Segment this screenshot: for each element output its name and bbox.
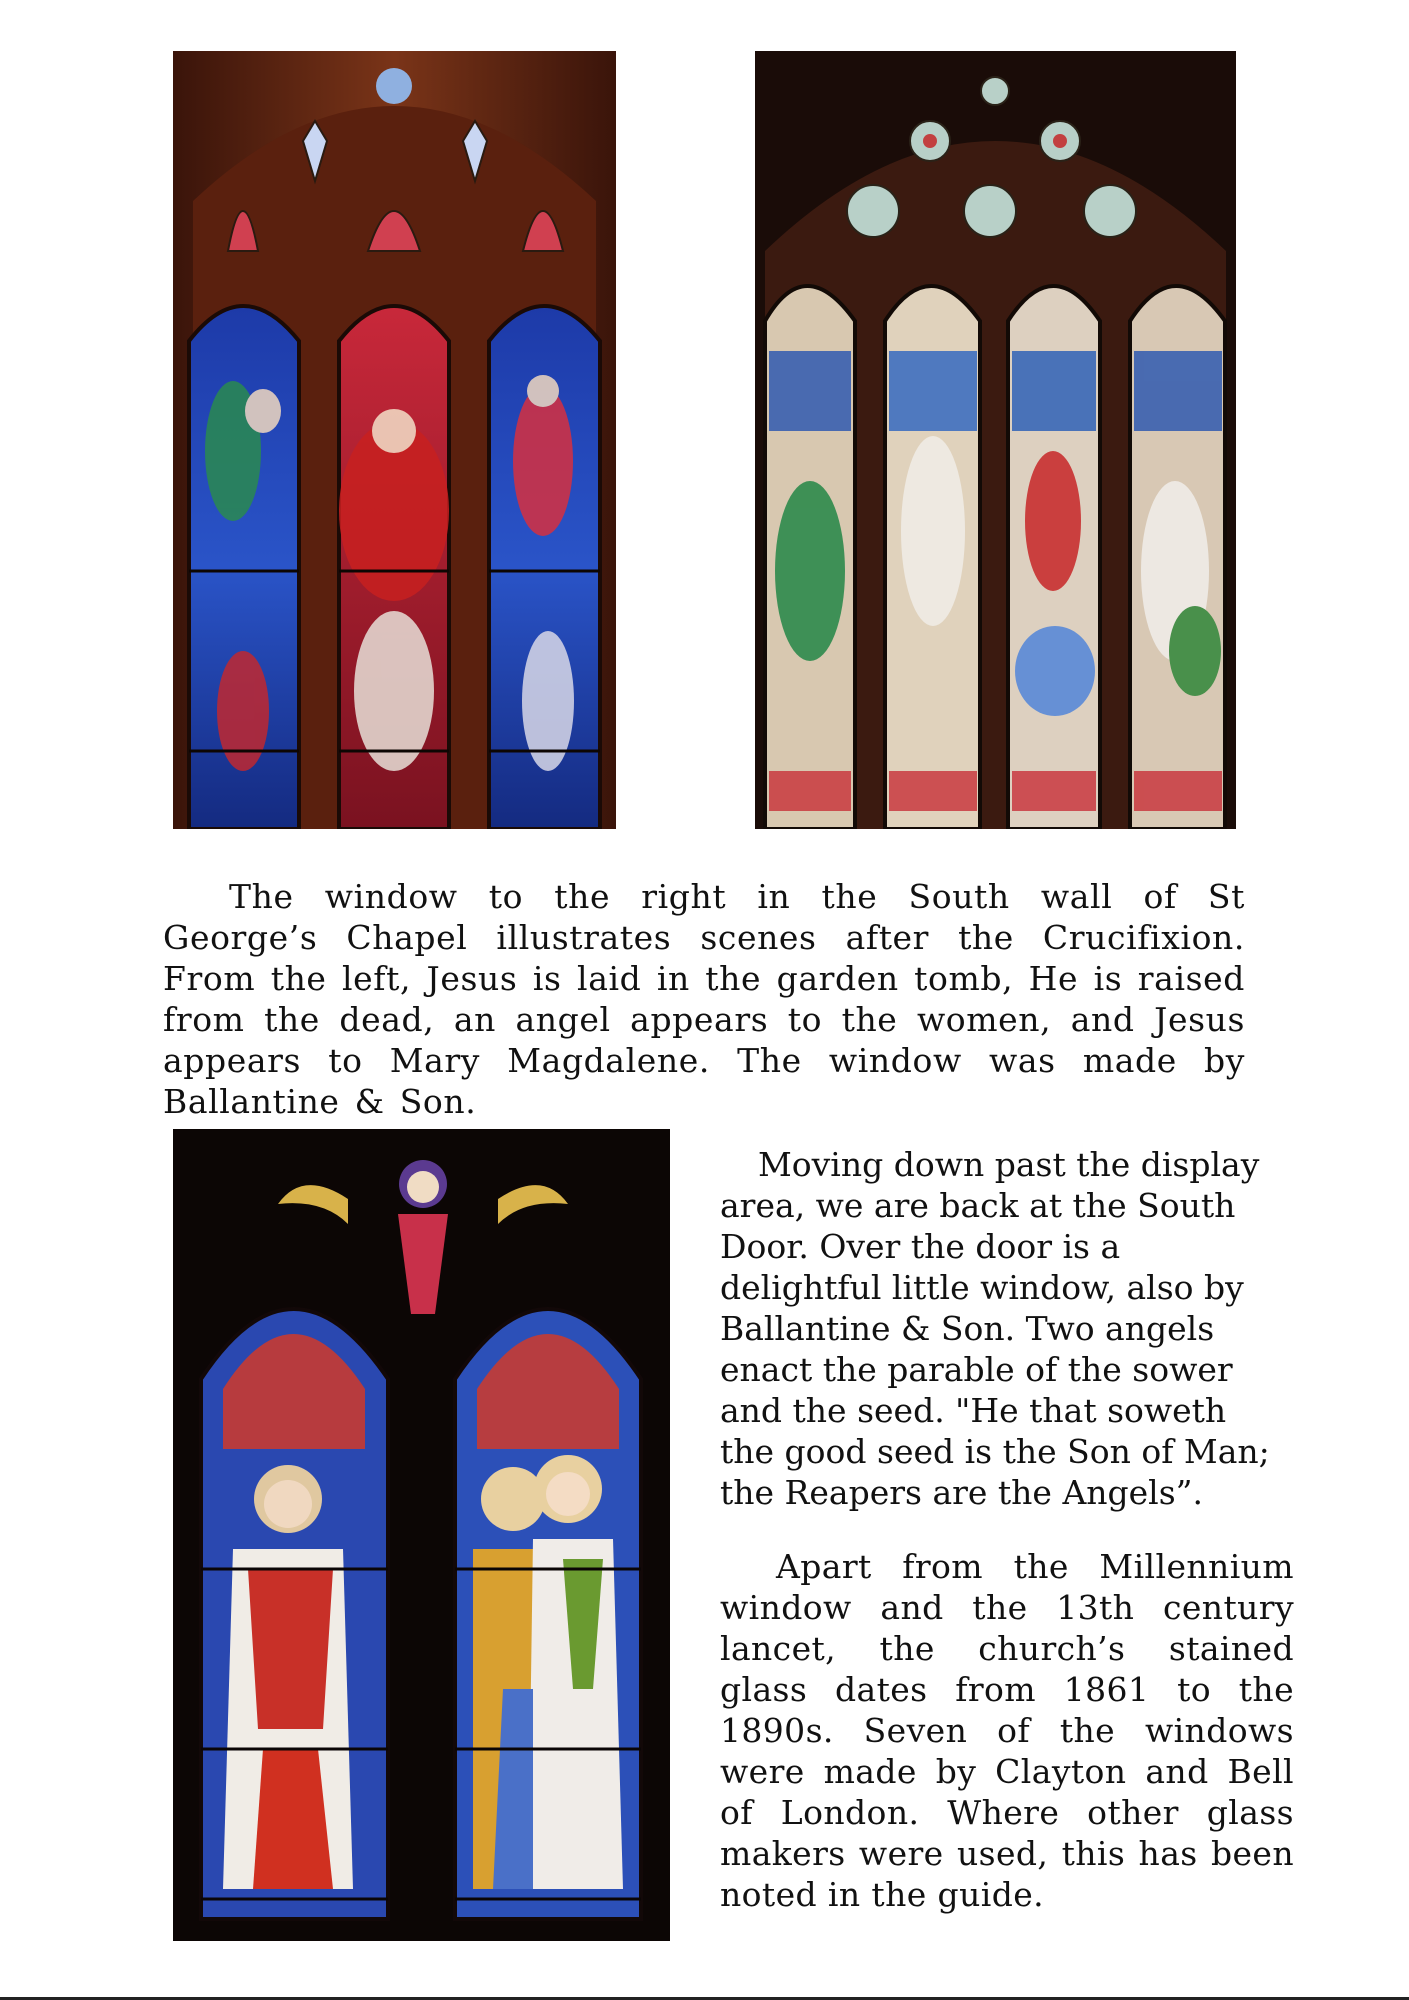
stained-glass-window-icon — [755, 51, 1236, 829]
photo-four-light-window — [755, 51, 1236, 829]
paragraph-south-door-window: Moving down past the display area, we are back at the South Door. Over the door is a delightful little window, also by Ballantine & Son. Two angels enact the parable of the sower and the seed. "He that soweth the good seed is the Son of Man; the Reapers are the Angels”. — [720, 1145, 1270, 1512]
stained-glass-window-icon — [173, 1129, 670, 1941]
paragraph-south-wall-window: The window to the right in the South wall of St George’s Chapel illustrates scenes after the Crucifixion. From the left, Jesus is laid in the garden tomb, He is raised from the dead, an angel appears to the women, and Jesus appears to Mary Magdalene. The window was made by Ballantine & Son. — [163, 877, 1245, 1121]
photo-sower-window — [173, 1129, 670, 1941]
stained-glass-window-icon — [173, 51, 616, 829]
photo-three-light-window — [173, 51, 616, 829]
paragraph-stained-glass-history: Apart from the Millennium window and the 13th century lancet, the church’s stained glass dates from 1861 to the 1890s. Seven of the windows were made by Clayton and Bell of London. Where other glass makers were used, this has been noted in the guide. — [720, 1547, 1294, 1914]
